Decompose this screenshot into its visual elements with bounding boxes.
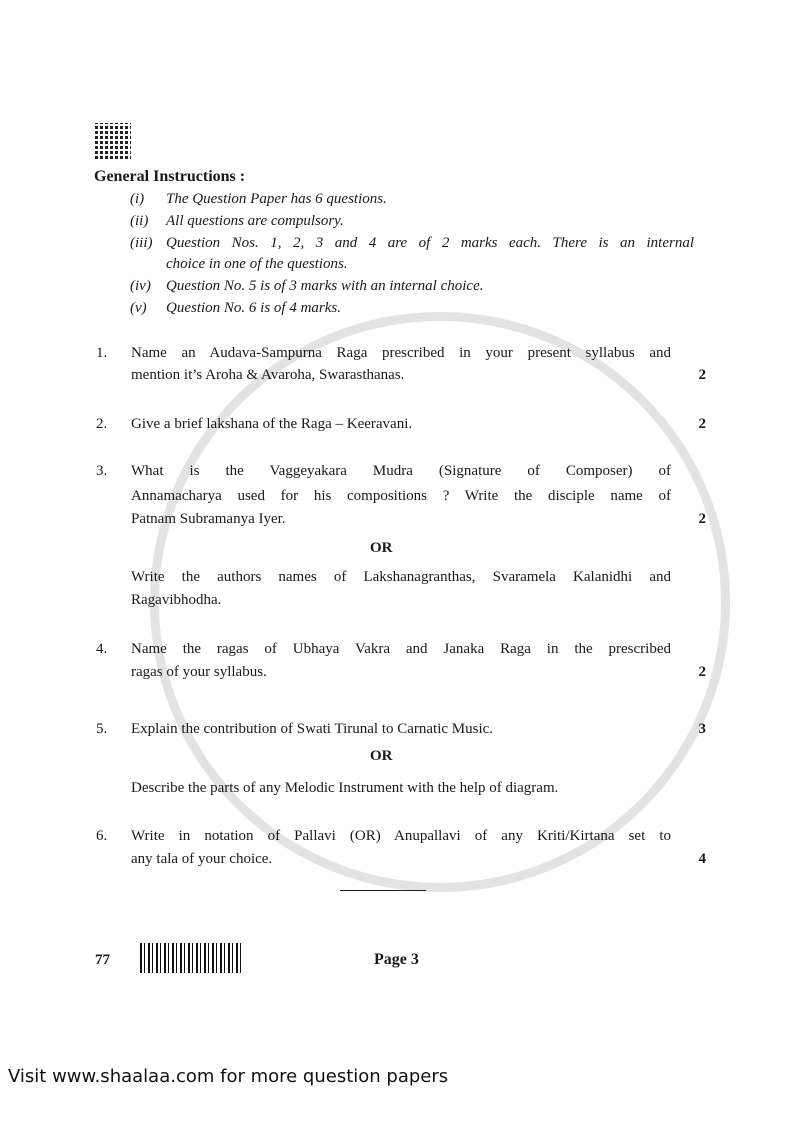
alternative-question-text: Ragavibhodha. xyxy=(131,592,222,608)
question-text: ragas of your syllabus. xyxy=(131,664,267,680)
question-text: Patnam Subramanya Iyer. xyxy=(131,511,286,527)
question-text: Name an Audava-Sampurna Raga prescribed in your present syllabus and xyxy=(131,345,671,361)
watermark-circle xyxy=(150,312,730,892)
question-marks: 2 xyxy=(698,416,706,432)
or-label: OR xyxy=(370,748,393,764)
page-number: Page 3 xyxy=(374,951,419,968)
question-text: Explain the contribution of Swati Tirunal to Carnatic Music. xyxy=(131,721,494,737)
question-text: Annamacharya used for his compositions ? Write the disciple name of xyxy=(131,488,671,504)
instruction-text: Question No. 6 is of 4 marks. xyxy=(166,300,342,316)
question-text: mention it’s Aroha & Avaroha, Swarasthanas. xyxy=(131,367,405,383)
question-number: 5. xyxy=(96,721,108,737)
question-marks: 2 xyxy=(698,664,706,680)
instruction-num: (v) xyxy=(130,300,147,316)
instruction-num: (iii) xyxy=(130,235,153,251)
instruction-num: (iv) xyxy=(130,278,151,294)
alternative-question-text: Write the authors names of Lakshanagranthas, Svaramela Kalanidhi and xyxy=(131,569,671,585)
barcode-icon xyxy=(140,943,242,973)
question-number: 2. xyxy=(96,416,108,432)
instruction-text: Question No. 5 is of 3 marks with an internal choice. xyxy=(166,278,484,294)
instruction-text: Question Nos. 1, 2, 3 and 4 are of 2 marks each. There is an internal xyxy=(166,235,694,251)
website-note: Visit www.shaalaa.com for more question papers xyxy=(8,1066,449,1087)
question-text: any tala of your choice. xyxy=(131,851,273,867)
paper-code: 77 xyxy=(95,952,110,968)
alternative-question-text: Describe the parts of any Melodic Instrument with the help of diagram. xyxy=(131,780,559,796)
instructions-heading: General Instructions : xyxy=(94,168,246,185)
instruction-text: choice in one of the questions. xyxy=(166,256,348,272)
question-number: 4. xyxy=(96,641,108,657)
instruction-num: (i) xyxy=(130,191,145,207)
question-text: Give a brief lakshana of the Raga – Keeravani. xyxy=(131,416,413,432)
end-divider xyxy=(340,890,426,891)
question-marks: 3 xyxy=(698,721,706,737)
question-text: Write in notation of Pallavi (OR) Anupallavi of any Kriti/Kirtana set to xyxy=(131,828,671,844)
qr-code-icon xyxy=(95,123,131,159)
or-label: OR xyxy=(370,540,393,556)
instruction-num: (ii) xyxy=(130,213,149,229)
question-number: 3. xyxy=(96,463,108,479)
instruction-text: All questions are compulsory. xyxy=(166,213,344,229)
question-marks: 2 xyxy=(698,367,706,383)
question-marks: 2 xyxy=(698,511,706,527)
instruction-text: The Question Paper has 6 questions. xyxy=(166,191,387,207)
question-text: What is the Vaggeyakara Mudra (Signature of Composer) of xyxy=(131,463,671,479)
question-number: 1. xyxy=(96,345,108,361)
question-number: 6. xyxy=(96,828,108,844)
question-text: Name the ragas of Ubhaya Vakra and Janaka Raga in the prescribed xyxy=(131,641,671,657)
question-marks: 4 xyxy=(698,851,706,867)
